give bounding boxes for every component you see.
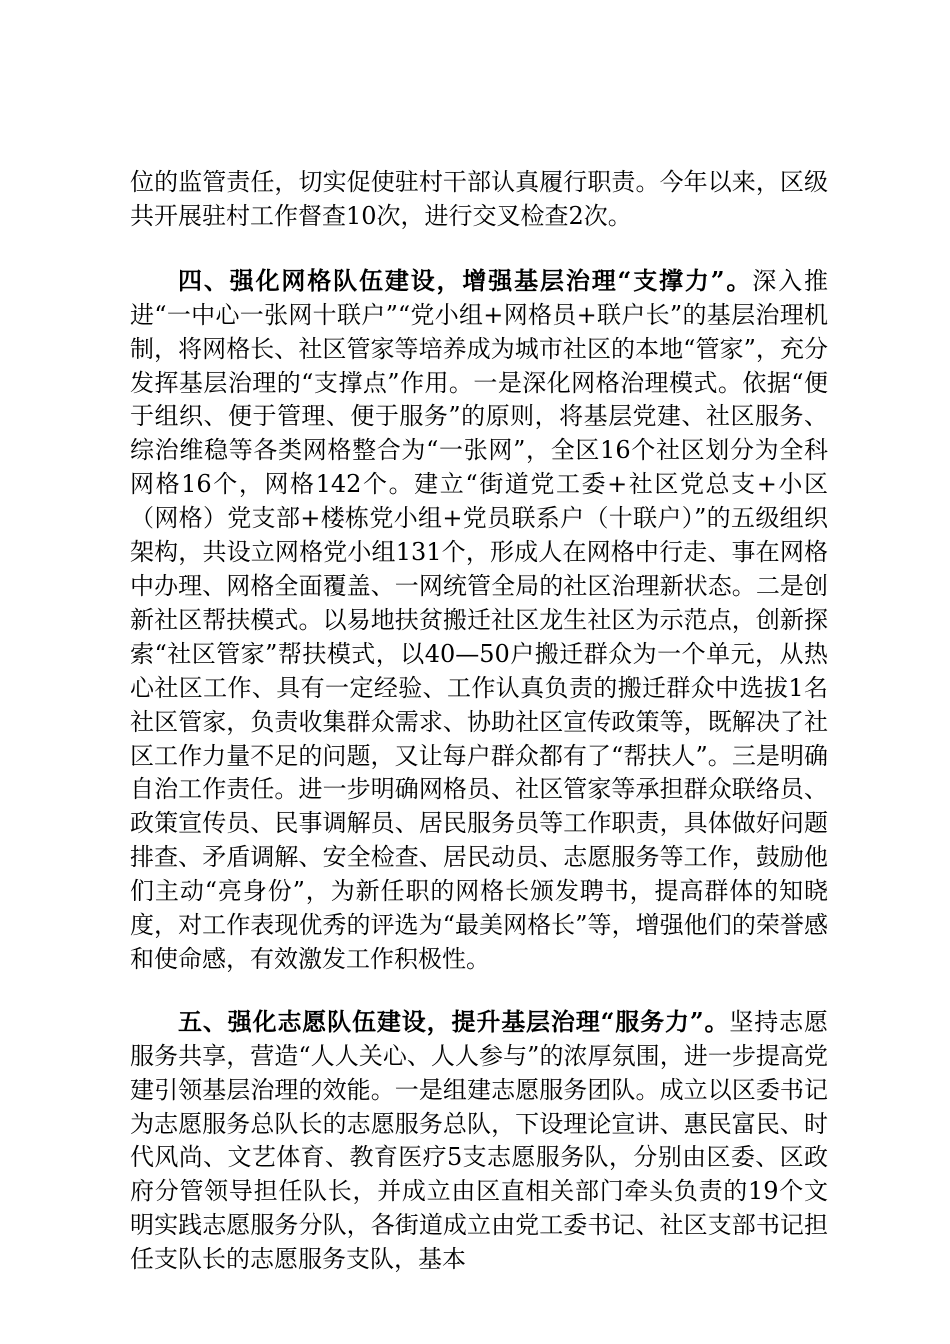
paragraph-body: 坚持志愿服务共享，营造“人人关心、人人参与”的浓厚氛围，进一步提高党建引领基层治理的效能。一是组建志愿服务团队。成立以区委书记为志愿服务总队长的志愿服务总队，下设理论宣讲、惠民富民、时代风尚、文艺体育、教育医疗5支志愿服务队，分别由区委、区政府分管领导担任队长，并成立由区直相关部门牵头负责的19个文明实践志愿服务分队，各街道成立由党工委书记、社区支部书记担任支队长的志愿服务支队，基本 xyxy=(130,1007,829,1274)
paragraph-continuation xyxy=(130,166,828,234)
document-page xyxy=(130,166,828,1277)
section-heading-four: 四、强化网格队伍建设，增强基层治理“支撑力”。 xyxy=(178,265,753,295)
paragraph-body: 深入推进“一中心一张网十联户”“党小组+网格员+联户长”的基层治理机制，将网格长、社区管家等培养成为城市社区的本地“管家”，充分发挥基层治理的“支撑点”作用。一是深化网格治理模式。依据“便于组织、便于管理、便于服务”的原则，将基层党建、社区服务、综治维稳等各类网格整合为“一张网”，全区16个社区划分为全科网格16个，网格142个。建立“街道党工委+社区党总支+小区（网格）党支部+楼栋党小组+党员联系户（十联户）”的五级组织架构，共设立网格党小组131个，形成人在网格中行走、事在网格中办理、网格全面覆盖、一网统管全局的社区治理新状态。二是创新社区帮扶模式。以易地扶贫搬迁社区龙生社区为示范点，创新探索“社区管家”帮扶模式，以40—50户搬迁群众为一个单元，从热心社区工作、具有一定经验、工作认真负责的搬迁群众中选拔1名社区管家，负责收集群众需求、协助社区宣传政策等，既解决了社区工作力量不足的问题，又让每户群众都有了“帮扶人”。三是明确自治工作责任。进一步明确网格员、社区管家等承担群众联络员、政策宣传员、民事调解员、居民服务员等工作职责，具体做好问题排查、矛盾调解、安全检查、居民动员、志愿服务等工作，鼓励他们主动“亮身份”，为新任职的网格长颁发聘书，提高群体的知晓度，对工作表现优秀的评选为“最美网格长”等，增强他们的荣誉感和使命感，有效激发工作积极性。 xyxy=(130,266,829,973)
paragraph-body: 位的监管责任，切实促使驻村干部认真履行职责。今年以来，区级共开展驻村工作督查10次，进行交叉检查2次。 xyxy=(130,168,828,230)
paragraph-section-five xyxy=(130,1005,828,1277)
section-heading-five: 五、强化志愿队伍建设，提升基层治理“服务力”。 xyxy=(178,1006,730,1036)
paragraph-section-four xyxy=(130,264,828,977)
